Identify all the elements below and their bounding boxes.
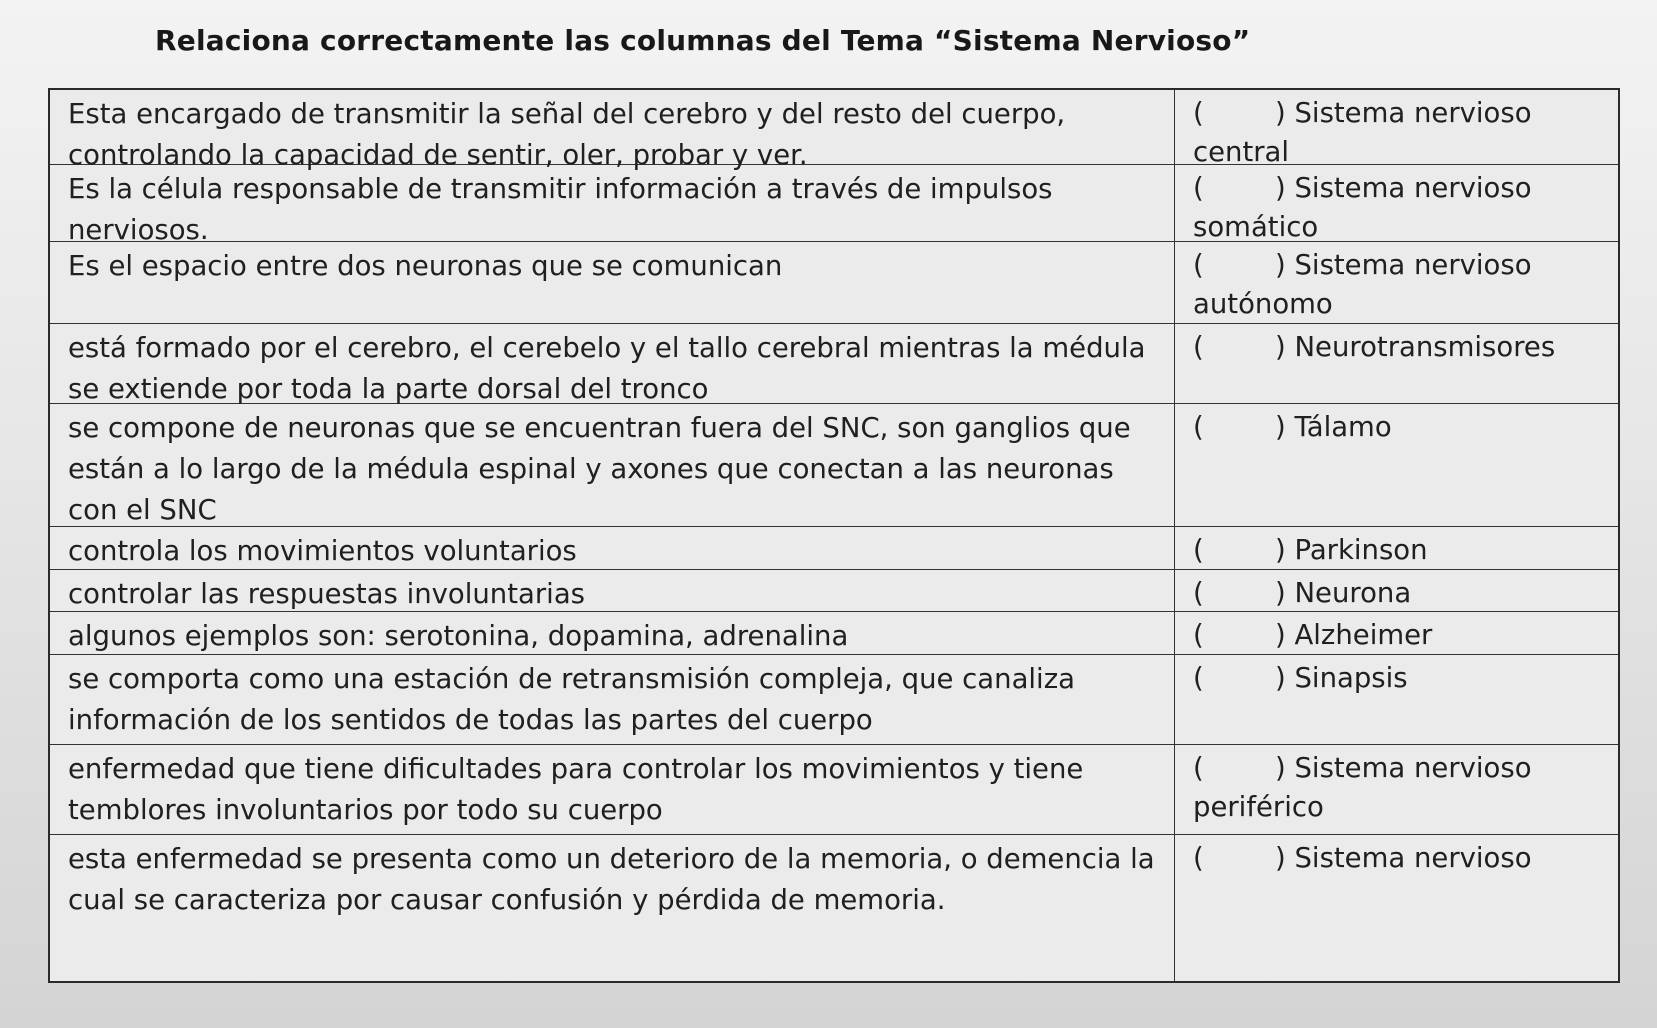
answer-option: ) Parkinson (1275, 534, 1428, 566)
table-row (50, 165, 1618, 246)
description-cell: se comporta como una estación de retransmisión compleja, que canaliza información de los sentidos de todas las partes del cuerpo (50, 655, 1175, 744)
answer-option: ) Neurotransmisores (1275, 331, 1556, 363)
table-row (50, 612, 1618, 655)
answer-option: ) Sinapsis (1275, 662, 1408, 694)
answer-option: ) Sistema nervioso somático (1193, 172, 1532, 243)
answer-cell[interactable] (1175, 655, 1618, 744)
open-paren: ( (1193, 97, 1204, 129)
table-row (50, 242, 1618, 324)
answer-cell[interactable] (1175, 324, 1618, 403)
answer-option: ) Sistema nervioso central (1193, 97, 1532, 168)
worksheet-title: Relaciona correctamente las columnas del Tema “Sistema Nervioso” (155, 24, 1251, 57)
table-row (50, 404, 1618, 527)
description-cell: está formado por el cerebro, el cerebelo y el tallo cerebral mientras la médula se extiende por toda la parte dorsal del tronco (50, 324, 1175, 403)
open-paren: ( (1193, 411, 1204, 443)
open-paren: ( (1193, 577, 1204, 609)
table-row (50, 527, 1618, 570)
answer-option: ) Tálamo (1275, 411, 1392, 443)
answer-cell[interactable] (1175, 404, 1618, 526)
description-cell: se compone de neuronas que se encuentran fuera del SNC, son ganglios que están a lo largo de la médula espinal y axones que conectan a las neuronas con el SNC (50, 404, 1175, 526)
answer-cell[interactable] (1175, 835, 1618, 981)
answer-cell[interactable] (1175, 527, 1618, 569)
table-row (50, 90, 1618, 171)
open-paren: ( (1193, 619, 1204, 651)
answer-cell[interactable] (1175, 90, 1618, 168)
description-cell: controlar las respuestas involuntarias (50, 570, 1175, 611)
description-cell: enfermedad que tiene dificultades para controlar los movimientos y tiene temblores involuntarios por todo su cuerpo (50, 745, 1175, 834)
answer-option: ) Neurona (1275, 577, 1412, 609)
answer-option: ) Sistema nervioso autónomo (1193, 249, 1532, 320)
description-cell: algunos ejemplos son: serotonina, dopamina, adrenalina (50, 612, 1175, 654)
answer-option: ) Alzheimer (1275, 619, 1433, 651)
answer-cell[interactable] (1175, 612, 1618, 654)
table-row (50, 570, 1618, 612)
open-paren: ( (1193, 331, 1204, 363)
open-paren: ( (1193, 249, 1204, 281)
description-cell: Es la célula responsable de transmitir información a través de impulsos nerviosos. (50, 165, 1175, 241)
description-cell: esta enfermedad se presenta como un deterioro de la memoria, o demencia la cual se caracteriza por causar confusión y pérdida de memoria. (50, 835, 1175, 981)
answer-option: ) Sistema nervioso (1275, 842, 1532, 874)
answer-cell[interactable] (1175, 745, 1618, 834)
answer-cell[interactable] (1175, 242, 1618, 323)
table-row (50, 324, 1618, 404)
table-row (50, 835, 1618, 981)
answer-option: ) Sistema nervioso periférico (1193, 752, 1532, 823)
matching-table (48, 88, 1620, 983)
answer-cell[interactable] (1175, 165, 1618, 241)
open-paren: ( (1193, 842, 1204, 874)
open-paren: ( (1193, 752, 1204, 784)
description-cell: Esta encargado de transmitir la señal del cerebro y del resto del cuerpo, controlando la capacidad de sentir, oler, probar y ver. (50, 90, 1175, 164)
open-paren: ( (1193, 172, 1204, 204)
answer-cell[interactable] (1175, 570, 1618, 611)
open-paren: ( (1193, 662, 1204, 694)
table-row (50, 655, 1618, 745)
open-paren: ( (1193, 534, 1204, 566)
description-cell: Es el espacio entre dos neuronas que se comunican (50, 242, 1175, 323)
description-cell: controla los movimientos voluntarios (50, 527, 1175, 569)
table-row (50, 745, 1618, 835)
